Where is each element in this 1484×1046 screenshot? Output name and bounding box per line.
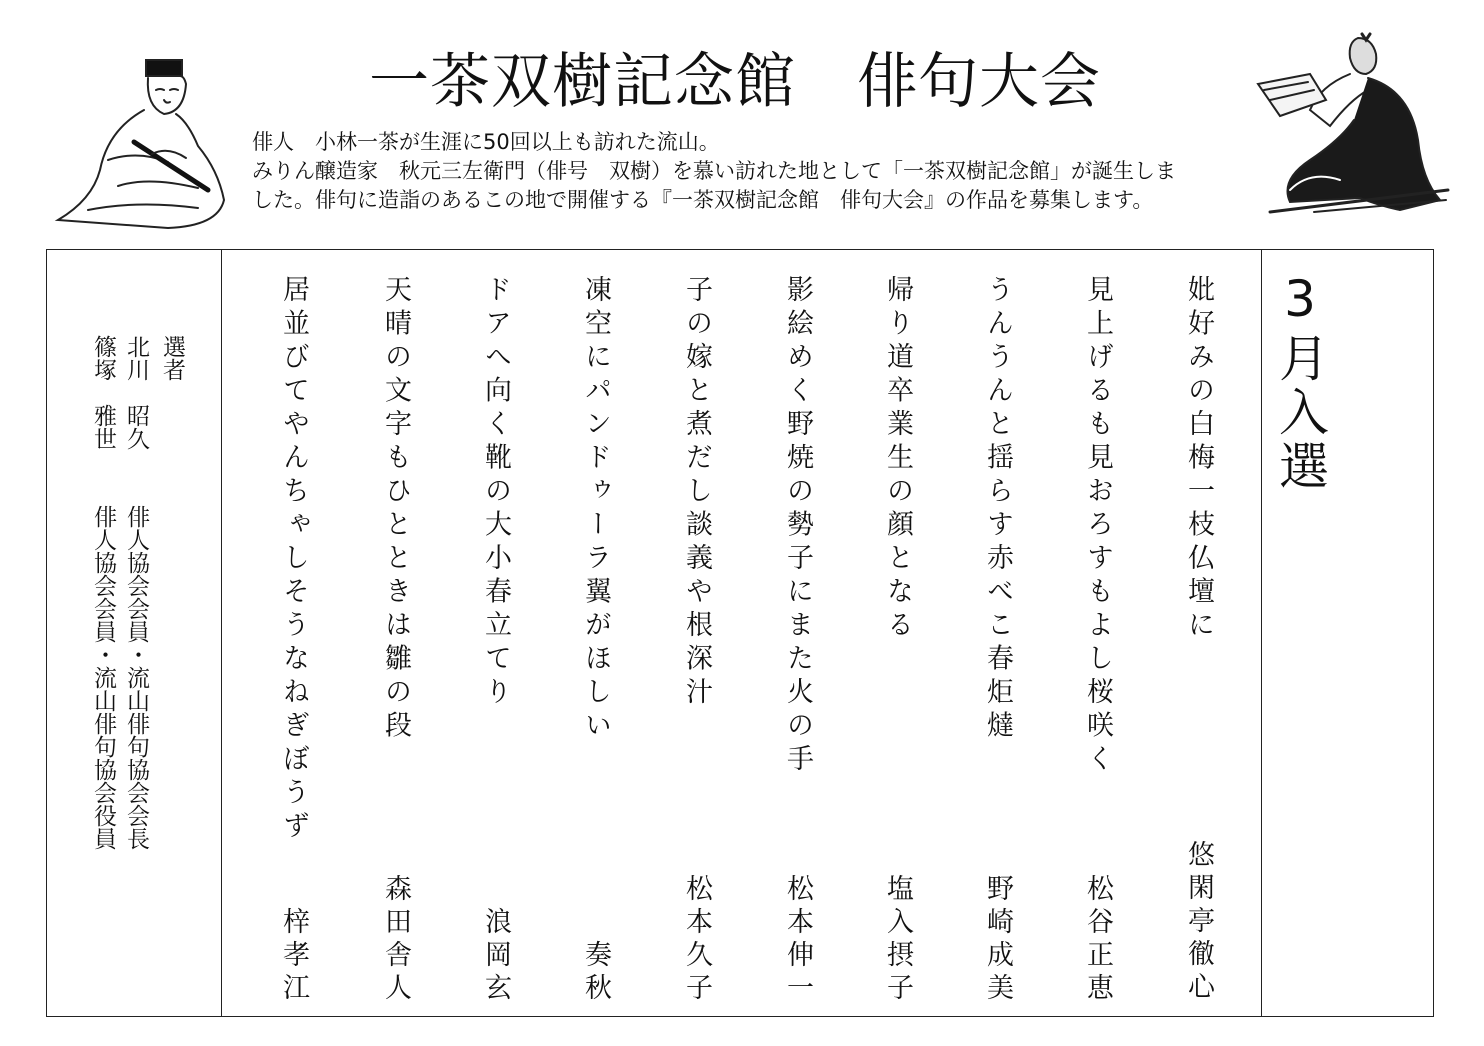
judge-role: 俳人協会会員・流山俳句協会役員 [90, 505, 116, 850]
haiku-poem: 居並びてやんちゃしそうなねぎぼうず [278, 275, 309, 845]
haiku-author: 野崎成美 [982, 874, 1013, 1006]
judges-heading: 選者 [159, 335, 185, 381]
judge-role: 俳人協会会員・流山俳句協会会長 [123, 505, 149, 850]
haiku-poem: 影絵めく野焼の勢子にまた火の手 [782, 275, 813, 778]
haiku-author: 塩入摂子 [882, 874, 913, 1006]
haiku-poem: 妣好みの白梅一枝仏壇に [1183, 275, 1214, 644]
haiku-poem: 帰り道卒業生の顔となる [882, 275, 913, 644]
haiku-author: 悠閑亭徹心 [1183, 840, 1214, 1005]
haiku-poem: ドアへ向く靴の大小春立てり [480, 275, 511, 711]
haiku-poem: 天晴の文字もひとときは雛の段 [380, 275, 411, 744]
intro-line: 俳人 小林一茶が生涯に50回以上も訪れた流山。 [252, 130, 720, 154]
soju-portrait-icon [1250, 30, 1450, 220]
haiku-poem: 子の嫁と煮だし談義や根深汁 [681, 275, 712, 711]
results-board [46, 249, 1434, 1017]
intro-line: した。俳句に造詣のあるこの地で開催する『一茶双樹記念館 俳句大会』の作品を募集します。 [252, 188, 1154, 212]
haiku-author: 梓孝江 [278, 907, 309, 1006]
haiku-author: 松谷正恵 [1082, 874, 1113, 1006]
haiku-poem: 見上げるも見おろすもよし桜咲く [1082, 275, 1113, 778]
haiku-author: 松本伸一 [782, 874, 813, 1006]
judge-name: 北川 昭久 [123, 335, 149, 450]
intro-line: みりん醸造家 秋元三左衛門（俳号 双樹）を慕い訪れた地として「一茶双樹記念館」が誕生しま [252, 159, 1176, 183]
month-label: 3月入選 [1271, 270, 1329, 494]
judges-divider [221, 250, 222, 1016]
page-title: 一茶双樹記念館 俳句大会 [369, 47, 1101, 117]
haiku-author: 松本久子 [681, 874, 712, 1006]
haiku-author: 浪岡玄 [480, 907, 511, 1006]
judge-name: 篠塚 雅世 [90, 335, 116, 450]
haiku-author: 奏秋 [580, 940, 611, 1006]
issa-portrait-icon [48, 50, 228, 230]
haiku-poem: 凍空にパンドゥーラ翼がほしい [580, 275, 611, 744]
haiku-author: 森田舎人 [380, 874, 411, 1006]
haiku-poem: うんうんと揺らす赤べこ春炬燵 [982, 275, 1013, 744]
month-divider [1261, 250, 1262, 1016]
intro-text [252, 128, 1242, 215]
